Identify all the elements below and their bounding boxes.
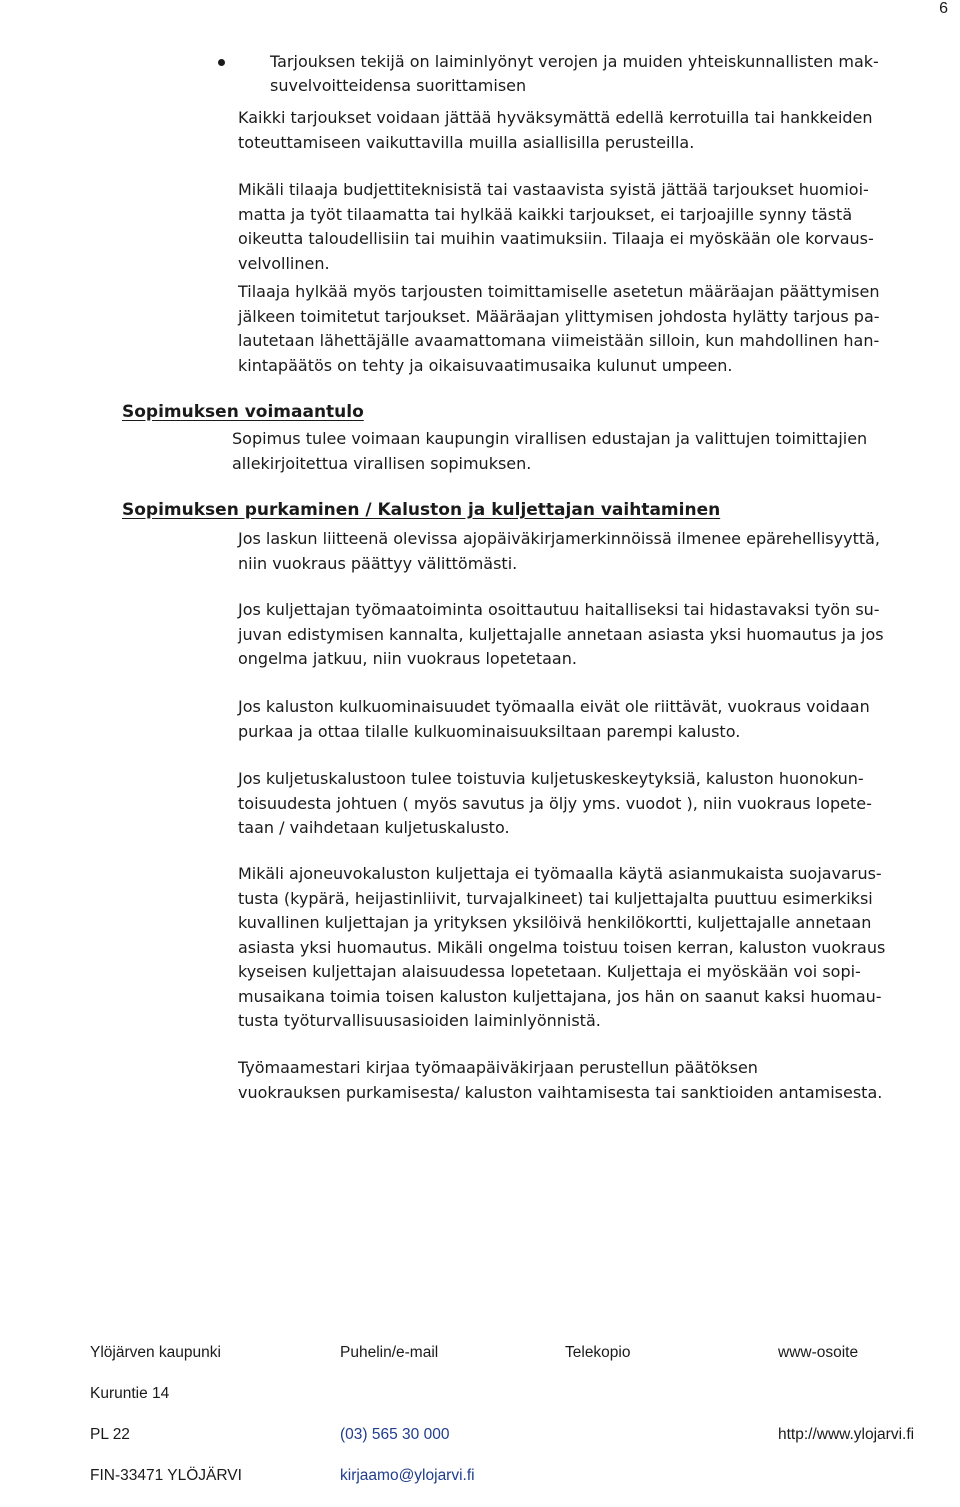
paragraph-deadline: Tilaaja hylkää myös tarjousten toimittamiselle asetetun määräajan päättymisen jälkeen toimitetut tarjoukset. Määräajan ylittymisen johdosta hylätty tarjous pa- lautetaan lähettäjälle avaamattomana viimeistään silloin, kun mahdollinen han- kintapäätös on tehty ja oikaisuvaatimusaika kulunut umpeen. — [238, 282, 880, 375]
paragraph-budget: Mikäli tilaaja budjettiteknisistä tai vastaavista syistä jättää tarjoukset huomioi- matta ja työt tilaamatta tai hylkää kaikki tarjoukset, ei tarjoajille synny tästä oikeutta taloudellisiin tai muihin vaatimuksiin. Tilaaja ei myöskään ole korvaus- velvollinen. — [238, 180, 874, 273]
paragraph-purkaminen-5: Mikäli ajoneuvokaluston kuljettaja ei työmaalla käytä asianmukaista suojavarus- tusta (kypärä, heijastinliivit, turvajalkineet) tai kuljettajalta puuttuu esimerkiksi kuvallinen kuljettajan ja yrityksen yksilöivä henkilökortti, kuljettajalle annetaan asiasta yksi huomautus. Mikäli ongelma toistuu toisen kerran, kaluston vuokraus kyseisen kuljettajan alaisuudessa lopetetaan. Kuljettaja ei myöskään voi sopi- musaikana toimia toisen kaluston kuljettajana, jos hän on saanut kaksi huomau- tusta työturvallisuusasioiden laiminlyönnistä. — [238, 864, 886, 1030]
footer-phone: (03) 565 30 000 — [340, 1425, 450, 1443]
paragraph-purkaminen-3: Jos kaluston kulkuominaisuudet työmaalla eivät ole riittävät, vuokraus voidaan purkaa ja ottaa tilalle kulkuominaisuuksiltaan parempi kalusto. — [238, 697, 870, 741]
section-text-voimaantulo: Sopimus tulee voimaan kaupungin virallisen edustajan ja valittujen toimittajien allekirjoitettua virallisen sopimuksen. — [232, 429, 868, 473]
footer-fax-label: Telekopio — [565, 1343, 631, 1361]
bullet-item — [232, 50, 950, 98]
paragraph-purkaminen-4: Jos kuljetuskalustoon tulee toistuvia kuljetuskeskeytyksiä, kaluston huonokun- toisuudesta johtuen ( myös savutus ja öljy yms. vuodot ), niin vuokraus lopete- taan / vaihdetaan kuljetuskalusto. — [238, 769, 872, 837]
footer-web-link[interactable]: http://www.ylojarvi.fi — [778, 1425, 915, 1443]
footer-web-label: www-osoite — [778, 1343, 859, 1361]
paragraph-rejection: Kaikki tarjoukset voidaan jättää hyväksymättä edellä kerrotuilla tai hankkeiden toteuttamiseen vaikuttavilla muilla asiallisilla perusteilla. — [238, 108, 873, 152]
footer-web — [778, 1322, 914, 1466]
bullet-text: Tarjouksen tekijä on laiminlyönyt verojen ja muiden yhteiskunnallisten mak- suvelvoitteidensa suorittamisen — [270, 52, 879, 95]
bullet-icon — [218, 59, 225, 66]
paragraph-purkaminen-6: Työmaamestari kirjaa työmaapäiväkirjaan perustellun päätöksen vuokrauksen purkamisesta/ kaluston vaihtamisesta tai sanktioiden antamisesta. — [238, 1058, 883, 1102]
section-heading-purkaminen: Sopimuksen purkaminen / Kaluston ja kuljettajan vaihtaminen — [122, 500, 721, 520]
footer-address — [90, 1322, 242, 1507]
section-heading-voimaantulo: Sopimuksen voimaantulo — [122, 402, 364, 422]
footer-contact — [340, 1322, 475, 1507]
footer-email-link[interactable]: kirjaamo@ylojarvi.fi — [340, 1466, 475, 1484]
footer-phone-label: Puhelin/e-mail — [340, 1343, 439, 1361]
paragraph-purkaminen-1: Jos laskun liitteenä olevissa ajopäiväkirjamerkinnöissä ilmenee epärehellisyyttä, niin vuokraus päättyy välittömästi. — [238, 529, 881, 573]
footer-fax — [565, 1322, 631, 1384]
paragraph-purkaminen-2: Jos kuljettajan työmaatoiminta osoittautuu haitalliseksi tai hidastavaksi työn su- juvan edistymisen kannalta, kuljettajalle annetaan asiasta yksi huomautus ja jos ongelma jatkuu, niin vuokraus lopetetaan. — [238, 600, 884, 668]
footer-org: Ylöjärven kaupunki — [90, 1343, 221, 1361]
page-number: 6 — [939, 0, 948, 17]
footer-pobox: PL 22 — [90, 1425, 130, 1443]
footer-postal: FIN-33471 YLÖJÄRVI — [90, 1466, 242, 1484]
footer-street: Kuruntie 14 — [90, 1384, 170, 1402]
